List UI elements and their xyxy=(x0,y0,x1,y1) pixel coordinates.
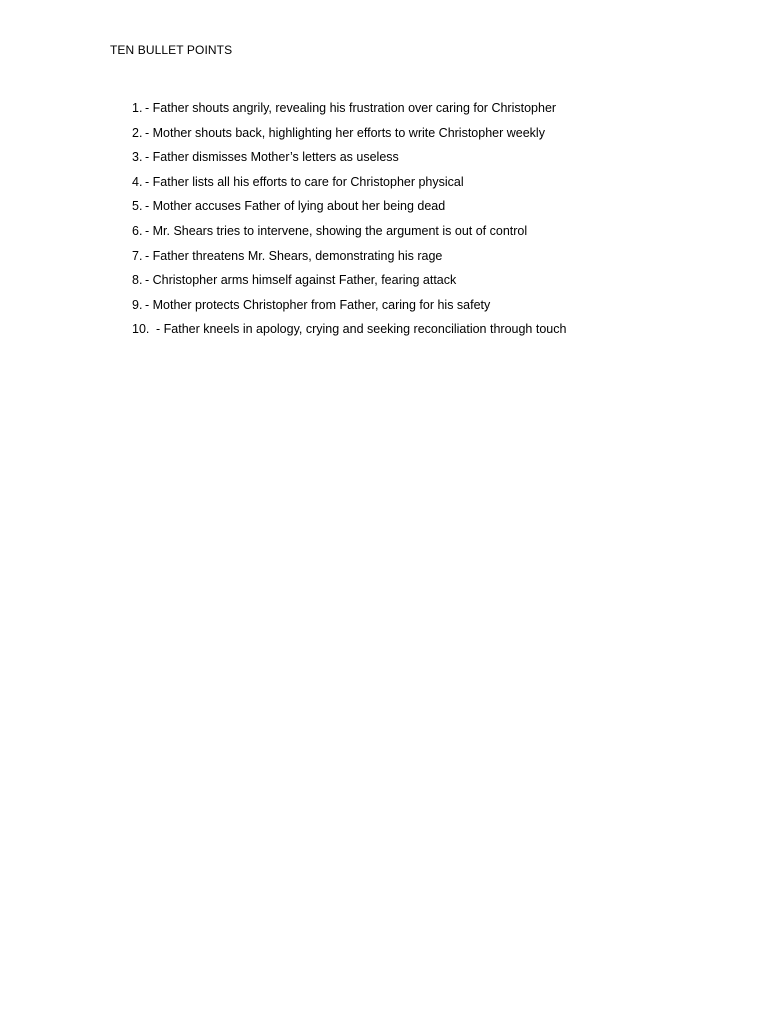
list-item-text: - Mother accuses Father of lying about her being dead xyxy=(145,199,446,214)
list-item-text: - Mother protects Christopher from Father, caring for his safety xyxy=(145,297,491,312)
list-item-text: - Mr. Shears tries to intervene, showing the argument is out of control xyxy=(145,223,528,238)
list-item-number: 1. xyxy=(132,101,143,115)
list-item-text: - Christopher arms himself against Father, fearing attack xyxy=(145,273,457,288)
list-item-number: 3. xyxy=(132,150,143,165)
list-item-number: 2. xyxy=(132,125,143,140)
list-item-number: 6. xyxy=(132,223,143,238)
list-item-text: - Mother shouts back, highlighting her efforts to write Christopher weekly xyxy=(145,125,545,140)
list-item-number: 10. xyxy=(132,322,150,337)
list-item-number: 5. xyxy=(132,199,143,214)
list-item-text: - Father shouts angrily, revealing his frustration over caring for Christopher xyxy=(145,101,557,115)
list-item-text: - Father threatens Mr. Shears, demonstrating his rage xyxy=(145,248,443,263)
list-item-text: - Father kneels in apology, crying and seeking reconciliation through touch xyxy=(156,322,567,337)
list-item-number: 9. xyxy=(132,297,143,312)
list-item-number: 4. xyxy=(132,174,143,189)
list-item-number: 8. xyxy=(132,273,143,288)
list-item-text: - Father dismisses Mother’s letters as useless xyxy=(145,150,399,165)
list-item-text: - Father lists all his efforts to care for Christopher physical xyxy=(145,174,464,189)
document-title: TEN BULLET POINTS xyxy=(110,43,233,57)
list-item-number: 7. xyxy=(132,248,143,263)
